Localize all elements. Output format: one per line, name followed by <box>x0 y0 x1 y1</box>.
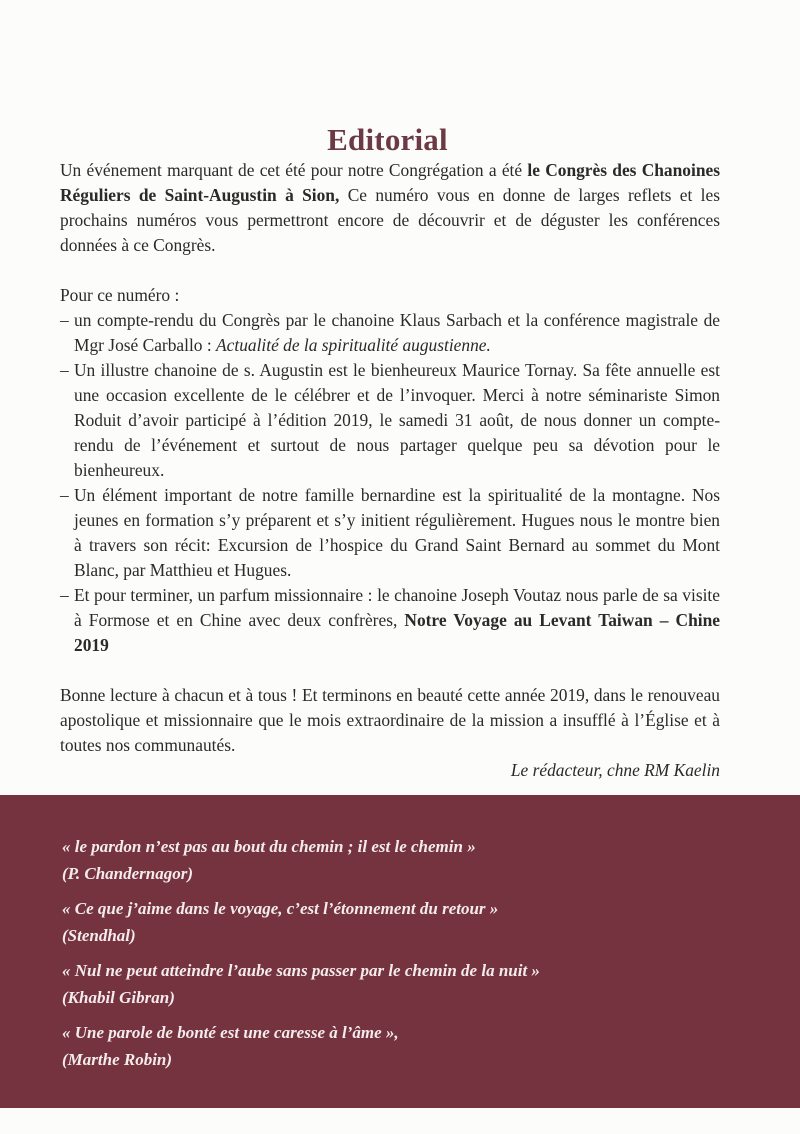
intro-part1: Un événement marquant de cet été pour notre Congrégation a été <box>60 160 528 180</box>
quote-text: « le pardon n’est pas au bout du chemin ; il est le chemin » <box>62 837 476 856</box>
closing-paragraph: Bonne lecture à chacun et à tous ! Et terminons en beauté cette année 2019, dans le renouveau apostolique et missionnaire que le mois extraordinaire de la mission a insufflé à l’Église et à toutes nos communautés. <box>60 685 720 755</box>
intro-paragraph <box>60 158 720 258</box>
page-title: Editorial <box>327 121 448 157</box>
quote-text: « Une parole de bonté est une caresse à l’âme », <box>62 1023 399 1042</box>
intro-bold: le Congrès des Chanoines Réguliers de Saint-Augustin à Sion, <box>60 160 720 205</box>
list-dash: – <box>60 360 69 380</box>
quote <box>62 1019 762 1073</box>
list-item <box>60 358 720 483</box>
quote-author: (Marthe Robin) <box>62 1050 173 1069</box>
list-item-italic: Actualité de la spiritualité augustienne. <box>216 335 491 355</box>
list-item <box>60 308 720 358</box>
list-dash: – <box>60 310 69 330</box>
signature: Le rédacteur, chne RM Kaelin <box>510 760 720 780</box>
quote-text: « Ce que j’aime dans le voyage, c’est l’étonnement du retour » <box>62 899 499 918</box>
quote-author: (P. Chandernagor) <box>62 864 193 883</box>
quotes-list <box>62 833 762 1081</box>
list-item <box>60 583 720 658</box>
editorial-body <box>60 158 720 783</box>
list-item-bold: Notre Voyage au Levant Taiwan – Chine 2019 <box>74 610 720 655</box>
quote <box>62 895 762 949</box>
intro-part2: Ce numéro vous en donne de larges reflets et les prochains numéros vous permettront encore de découvrir et de déguster les conférences données à ce Congrès. <box>60 185 720 255</box>
list-item <box>60 483 720 583</box>
list-item-text: Un illustre chanoine de s. Augustin est le bienheureux Maurice Tornay. Sa fête annuelle est une occasion excellente de le célébrer et de l’invoquer. Merci à notre séminariste Simon Roduit d’avoir participé à l’édition 2019, le samedi 31 août, de nous donner un compte-rendu de l’événement et surtout de nous partager quelque peu sa dévotion pour le bienheureux. <box>74 360 720 480</box>
list-item-text: un compte-rendu du Congrès par le chanoine Klaus Sarbach et la conférence magistrale de Mgr José Carballo : <box>74 310 720 355</box>
list-heading: Pour ce numéro : <box>60 285 180 305</box>
quote <box>62 957 762 1011</box>
quote-text: « Nul ne peut atteindre l’aube sans passer par le chemin de la nuit » <box>62 961 540 980</box>
quote <box>62 833 762 887</box>
list-item-text: Et pour terminer, un parfum missionnaire : le chanoine Joseph Voutaz nous parle de sa visite à Formose et en Chine avec deux confrères, <box>74 585 720 630</box>
list-dash: – <box>60 485 69 505</box>
quote-author: (Khabil Gibran) <box>62 988 175 1007</box>
list-dash: – <box>60 585 69 605</box>
list-item-text: Un élément important de notre famille bernardine est la spiritualité de la montagne. Nos jeunes en formation s’y préparent et s’y initient régulièrement. Hugues nous le montre bien à travers son récit: Excursion de l’hospice du Grand Saint Bernard au sommet du Mont Blanc, par Matthieu et Hugues. <box>74 485 720 580</box>
quote-author: (Stendhal) <box>62 926 136 945</box>
contents-list <box>60 308 720 658</box>
